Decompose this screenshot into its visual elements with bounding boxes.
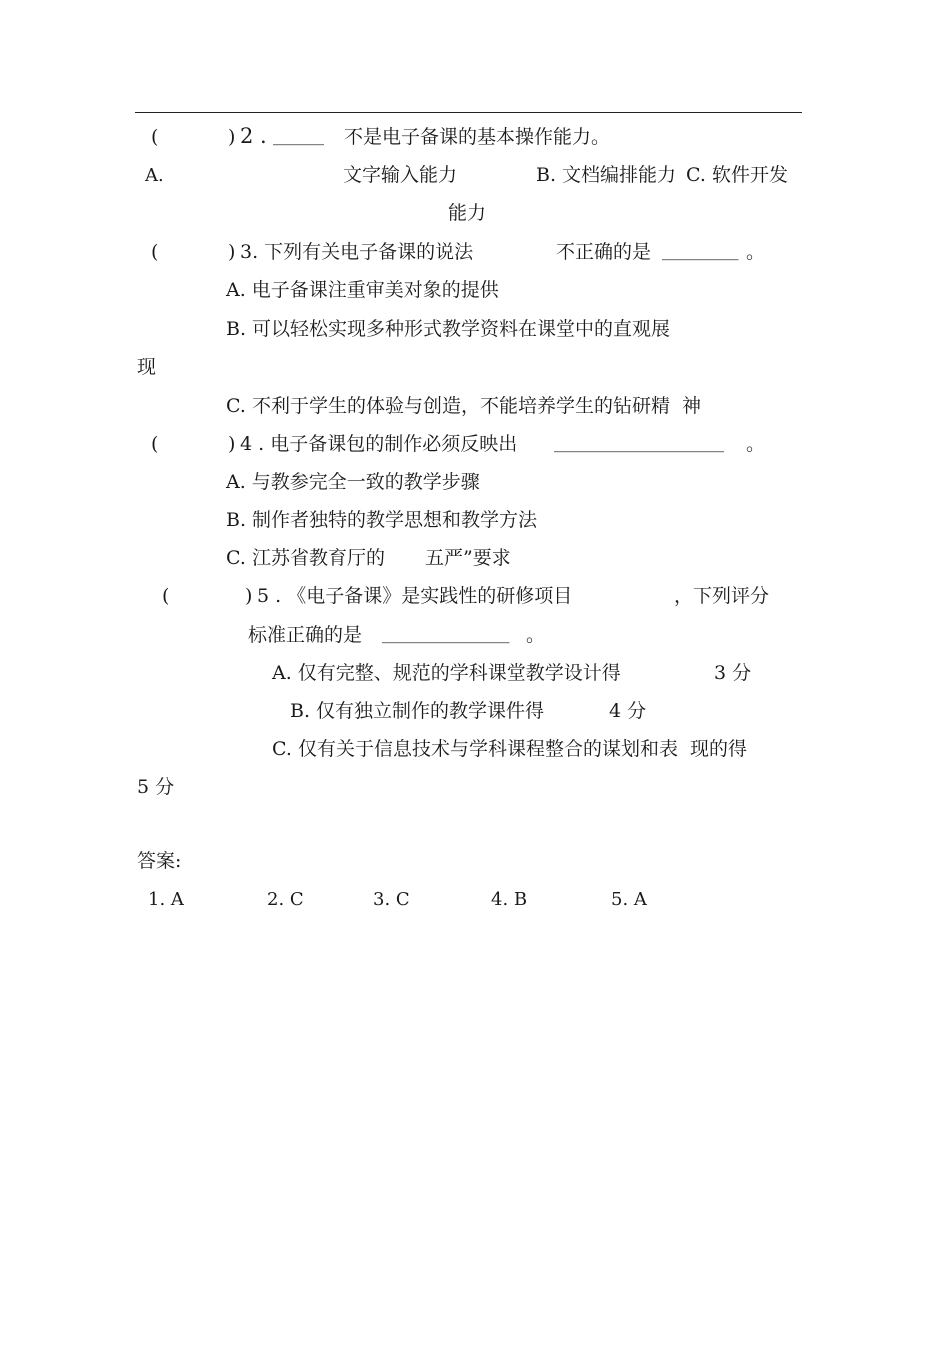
answers-title: 答案: bbox=[137, 850, 182, 872]
q5-option-a: A. 仅有完整、规范的学科课堂教学设计得 bbox=[272, 662, 621, 684]
q4-stem: 4 . 电子备课包的制作必须反映出 bbox=[240, 433, 518, 455]
q4-paren-close: ) bbox=[228, 433, 236, 455]
answer-item: 2. C bbox=[267, 889, 304, 910]
q4-blank: ____________________ bbox=[554, 433, 724, 453]
q5-option-c-continued: 5 分 bbox=[137, 776, 175, 798]
q2-option-c-continued: 能力 bbox=[448, 202, 487, 224]
q2-option-c: C. 软件开发 bbox=[686, 164, 788, 186]
q5-option-a-score: 3 分 bbox=[714, 662, 752, 684]
header-rule bbox=[135, 112, 802, 113]
q3-stem-emphasis: 不正确的是 bbox=[556, 241, 652, 263]
answer-item: 5. A bbox=[611, 889, 647, 910]
q5-option-b: B. 仅有独立制作的教学课件得 bbox=[290, 700, 545, 722]
q4-option-b: B. 制作者独特的教学思想和教学方法 bbox=[226, 509, 538, 531]
q5-stem-line2: 标准正确的是 bbox=[248, 624, 363, 646]
q3-option-b-continued: 现 bbox=[137, 356, 157, 378]
q5-option-b-score: 4 分 bbox=[609, 700, 647, 722]
answer-item: 1. A bbox=[148, 889, 184, 910]
answer-item: 3. C bbox=[373, 889, 410, 910]
q5-option-c: C. 仅有关于信息技术与学科课程整合的谋划和表 现的得 bbox=[272, 738, 748, 760]
q2-option-a-label: A. bbox=[145, 165, 164, 186]
q3-paren-open: ( bbox=[151, 241, 159, 263]
q4-option-a: A. 与教参完全一致的教学步骤 bbox=[226, 471, 480, 493]
q3-paren-close: ) bbox=[228, 241, 236, 263]
q4-paren-open: ( bbox=[151, 433, 159, 455]
q2-paren-close: ) bbox=[228, 126, 236, 148]
q2-option-b: B. 文档编排能力 bbox=[536, 164, 677, 186]
q2-option-a-text: 文字输入能力 bbox=[343, 164, 458, 186]
q2-paren-open: ( bbox=[151, 126, 159, 148]
q4-option-c-quote: 五严”要求 bbox=[425, 547, 511, 569]
q5-stem-tail: ，下列评分 bbox=[674, 585, 770, 607]
q4-option-c: C. 江苏省教育厅的 bbox=[226, 547, 385, 569]
answer-item: 4. B bbox=[491, 889, 528, 910]
q2-stem: 不是电子备课的基本操作能力。 bbox=[344, 126, 611, 148]
q2-blank: ______ bbox=[273, 126, 324, 146]
q3-stem: 3. 下列有关电子备课的说法 bbox=[240, 241, 474, 263]
q4-stem-end: 。 bbox=[746, 433, 766, 455]
q3-blank: _________ bbox=[662, 241, 739, 261]
q5-blank: _______________ bbox=[382, 624, 510, 644]
q3-stem-end: 。 bbox=[746, 241, 766, 263]
q5-paren-close: ) bbox=[245, 585, 253, 607]
q2-number: 2 . bbox=[240, 124, 267, 148]
q3-option-a: A. 电子备课注重审美对象的提供 bbox=[226, 279, 499, 301]
q5-paren-open: ( bbox=[162, 585, 170, 607]
q5-stem-end: 。 bbox=[526, 624, 546, 646]
q3-option-c: C. 不利于学生的体验与创造，不能培养学生的钻研精 神 bbox=[226, 395, 702, 417]
q5-stem: 5 . 《电子备课》是实践性的研修项目 bbox=[257, 585, 573, 607]
q3-option-b: B. 可以轻松实现多种形式教学资料在课堂中的直观展 bbox=[226, 318, 671, 340]
